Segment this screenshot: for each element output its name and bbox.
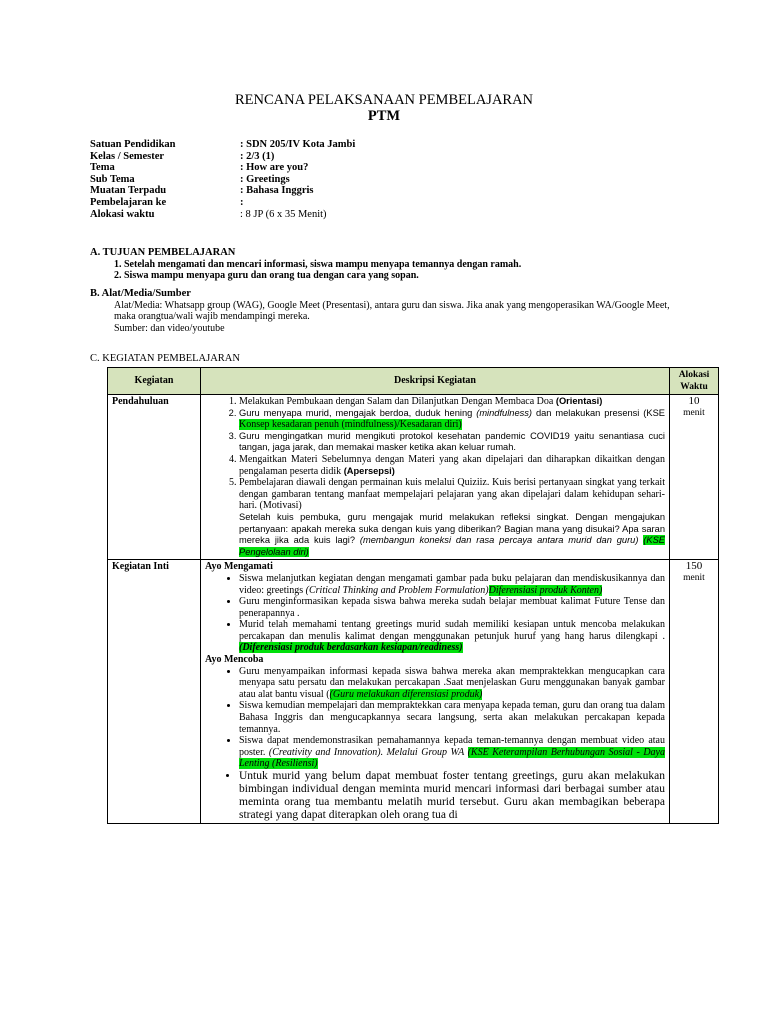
list-item: 5. Pembelajaran diawali dengan permainan kuis melalui Quiziiz. Kuis berisi pertanyaan singkat yang terkait dengan gambaran tentang manfaat mempelajari pelajaran yang akan dipelajari dalam kehidupan sehari-hari. (Motivasi) (239, 477, 665, 512)
section-b-source: Sumber: dan video/youtube (114, 322, 225, 334)
identity-value: : 8 JP (6 x 35 Menit) (240, 208, 327, 220)
list-item: 4. Mengaitkan Materi Sebelumnya dengan Materi yang akan dipelajari dan diharapkan dikaitkan dengan pengalaman peserta didik (Apersepsi) (239, 454, 665, 477)
list-item: • Guru menyampaikan informasi kepada siswa bahwa mereka akan mempraktekkan mengucapkan cara menyapa satu persatu dan melakukan percakapan .Saat menjelaskan Guru menggunakan banyak gambar atau alat bantu visual ((Guru melakukan diferensiasi produk) (239, 666, 665, 701)
list-item: • Siswa dapat mendemonstrasikan pemahamannya kepada teman-temannya dengan membuat video atau poster. (Creativity and Innovation). Melalui Group WA (KSE Keterampilan Berhubungan Sosial - Daya Lenting (Resiliensi) (239, 735, 665, 770)
list-item: 2. Guru menyapa murid, mengajak berdoa, duduk hening (mindfulness) dan melakukan presensi (KSE Konsep kesadaran penuh (mindfulness)/Kesadaran diri) (239, 408, 665, 431)
table-header-row (108, 368, 719, 395)
pendahuluan-list (205, 396, 665, 512)
row-label-pendahuluan: Pendahuluan (108, 395, 201, 560)
identity-label: Muatan Terpadu (90, 185, 167, 197)
identity-value: : How are you? (240, 162, 309, 174)
section-c-heading: C. KEGIATAN PEMBELAJARAN (90, 353, 240, 364)
col-header-deskripsi: Deskripsi Kegiatan (201, 368, 670, 395)
section-a-heading: A. TUJUAN PEMBELAJARAN (90, 247, 236, 258)
identity-label: Tema (90, 162, 115, 174)
mencoba-list (205, 666, 665, 822)
ayo-mengamati-heading: Ayo Mengamati (205, 561, 273, 573)
list-item: • Guru menginformasikan kepada siswa bahwa mereka sudah belajar membuat kalimat Future Tense dan penerapannya . (239, 596, 665, 619)
identity-label: Kelas / Semester (90, 150, 165, 162)
identity-value: : Bahasa Inggris (240, 185, 314, 197)
inti-description (201, 560, 670, 824)
inti-time: 150 menit (670, 560, 719, 824)
list-item: 3. Guru mengingatkan murid mengikuti protokol kesehatan pandemic COVID19 yaitu senantiasa cuci tangan, jaga jarak, dan memakai masker ketika akan keluar rumah. (239, 431, 665, 454)
pendahuluan-description (201, 395, 670, 560)
list-item: 1. Melakukan Pembukaan dengan Salam dan Dilanjutkan Dengan Membaca Doa (Orientasi) (239, 396, 665, 408)
identity-block (90, 139, 355, 220)
objective-item: 1. Setelah mengamati dan mencari informasi, siswa mampu menyapa temannya dengan ramah. (114, 258, 522, 270)
list-item: • Murid telah memahami tentang greetings murid sudah memiliki kesiapan untuk mencoba melakukan percakapan dan menulis kalimat dengan menggunakan petunjuk huruf yang hang harus dilengkapi . (Diferensiasi produk berdasarkan kesiapan/readiness) (239, 619, 665, 654)
table-row-inti (108, 560, 719, 824)
identity-label: Sub Tema (90, 173, 135, 185)
identity-row (90, 162, 355, 174)
ayo-mencoba-heading: Ayo Mencoba (205, 654, 264, 666)
mengamati-list (205, 573, 665, 654)
identity-value: : (240, 196, 244, 208)
section-a (90, 247, 690, 282)
section-b-media: Alat/Media: Whatsapp group (WAG), Google Meet (Presentasi), antara guru dan siswa. Jika anak yang mengoperasikan WA/Google Meet, maka orangtua/wali wajib mendampingi mereka. (114, 299, 670, 323)
document-subtitle: PTM (367, 108, 401, 124)
list-item: • Untuk murid yang belum dapat membuat foster tentang greetings, guru akan melakukan bimbingan individual dengan meminta murid mencari informasi dari berbagai sumber atau meminta orang tua membantu melatih murid tersebut. Guru akan membagikan beberapa strategi yang dapat diterapkan oleh orang tua di (239, 770, 665, 822)
identity-row (90, 185, 355, 197)
identity-value: : SDN 205/IV Kota Jambi (240, 139, 356, 150)
pendahuluan-closing: Setelah kuis pembuka, guru mengajak murid melakukan refleksi singkat. Dengan mengajukan pertanyaan: apakah mereka suka dengan kuis yang diberikan? Bagian mana yang disukai? Apa saran mereka jika ada kuis lagi? (membangun koneksi dan rasa percaya antara murid dan guru) (KSE Pengelolaan diri) (239, 511, 665, 557)
identity-row (90, 174, 355, 186)
identity-value: : Greetings (240, 173, 290, 185)
objective-item: 2. Siswa mampu menyapa guru dan orang tua dengan cara yang sopan. (114, 270, 419, 282)
identity-row (90, 151, 355, 163)
section-b-heading: B. Alat/Media/Sumber (90, 288, 191, 299)
table-row-pendahuluan (108, 395, 719, 560)
pendahuluan-time: 10 menit (670, 395, 719, 560)
identity-row (90, 209, 355, 221)
section-b (90, 288, 690, 334)
identity-value: : 2/3 (1) (240, 150, 275, 162)
activity-table (107, 367, 719, 824)
identity-row (90, 197, 355, 209)
identity-label: Pembelajaran ke (90, 196, 167, 208)
col-header-alokasi: Alokasi Waktu (670, 368, 719, 395)
identity-label: Satuan Pendidikan (90, 139, 176, 150)
identity-label: Alokasi waktu (90, 208, 155, 220)
identity-row (90, 139, 355, 151)
col-header-kegiatan: Kegiatan (108, 368, 201, 395)
list-item: • Siswa kemudian mempelajari dan mempraktekkan cara menyapa kepada teman, guru dan orang tua dalam Bahasa Inggris dan mengucapkannya secara langsung, serta akan melakukan percakapan kepada temannya. (239, 700, 665, 735)
document-title: RENCANA PELAKSANAAN PEMBELAJARAN (234, 92, 534, 108)
row-label-inti: Kegiatan Inti (108, 560, 201, 824)
list-item: • Siswa melanjutkan kegiatan dengan mengamati gambar pada buku pelajaran dan mendiskusikannya dan video: greetings (Critical Thinking and Problem Formulation)Diferensiasi produk Konten) (239, 573, 665, 596)
